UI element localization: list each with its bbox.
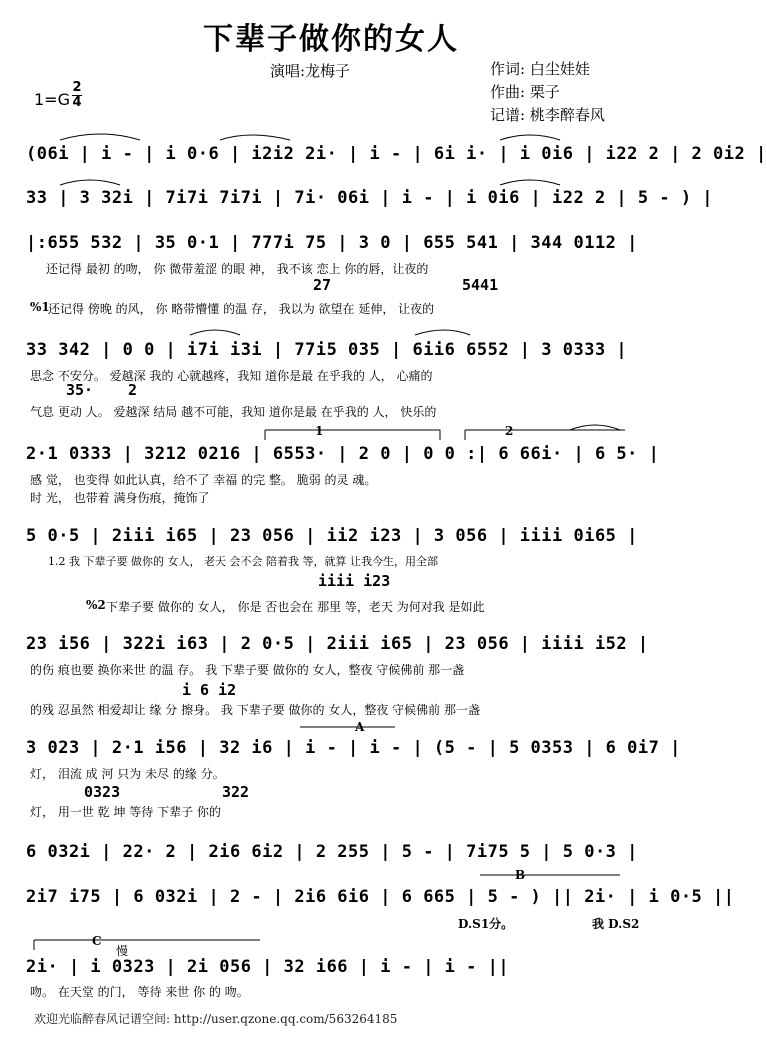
- singer-credit: 演唱:龙梅子: [270, 62, 351, 80]
- alt-note-1: 27: [313, 276, 332, 294]
- ds1-mark: D.S1分。: [458, 917, 514, 931]
- score-line-8: 3 023 | 2·1 i56 | 32 i6 | i - | i - | (5 - | 5 0353 | 6 0i7 |: [26, 738, 681, 758]
- lyric-verse-1b: 还记得 傍晚 的风， 你 略带懵懂 的温 存， 我以为 欲望在 延伸， 让夜的: [48, 302, 435, 316]
- alt-note-7: 0323: [84, 783, 121, 801]
- time-signature-top: 2: [72, 80, 82, 95]
- lyric-verse-5b: 的残 忍虽然 相爱却让 缘 分 擦身。 我 下辈子要 做你的 女人，整夜 守候佛前 那一盏: [30, 703, 480, 717]
- lyric-verse-4a: 1.2 我 下辈子要 做你的 女人， 老天 会不会 陪着我 等，就算 让我今生，用全部: [48, 555, 438, 568]
- segment-c-label: C: [92, 934, 102, 948]
- lyric-verse-3b: 时 光， 也带着 满身伤痕，掩饰了: [30, 491, 210, 505]
- score-line-3: |:655 532 | 35 0·1 | 777i 75 | 3 0 | 655 541 | 344 0112 |: [26, 233, 638, 253]
- tempo-slow-mark: 慢: [116, 944, 129, 958]
- time-signature-bottom: 4: [72, 95, 82, 110]
- footer-link: 欢迎光临醉春风记谱空间: http://user.qzone.qq.com/563264185: [34, 1012, 398, 1026]
- score-line-7: 23 i56 | 322i i63 | 2 0·5 | 2iii i65 | 23 056 | iiii i52 |: [26, 634, 649, 654]
- lyric-verse-2a: 思念 不安分。 爱越深 我的 心就越疼，我知 道你是最 在乎我的 人， 心痛的: [30, 369, 433, 383]
- lyric-verse-2b: 气息 更动 人。 爱越深 结局 越不可能，我知 道你是最 在乎我的 人， 快乐的: [30, 405, 437, 419]
- segment-b-label: B: [515, 868, 526, 882]
- lyric-verse-6a: 灯， 泪流 成 河 只为 未尽 的缘 分。: [30, 767, 225, 781]
- segment-a-label: A: [355, 720, 365, 734]
- segno-2: %2: [86, 598, 106, 612]
- alt-note-3: 35·: [66, 381, 94, 399]
- alt-note-5: iiii i23: [318, 572, 391, 590]
- lyric-verse-7: 吻。 在天堂 的门， 等待 来世 你 的 吻。: [30, 985, 249, 999]
- lyric-verse-1a: 还记得 最初 的吻， 你 微带羞涩 的眼 神， 我不该 恋上 你的唇，让夜的: [46, 262, 429, 276]
- alt-note-2: 5441: [462, 276, 499, 294]
- alt-note-4: 2: [128, 381, 138, 399]
- score-line-2: 33 | 3 32i | 7i7i 7i7i | 7i· 06i | i - | i 0i6 | i22 2 | 5 - ) |: [26, 188, 714, 208]
- alt-note-8: 322: [222, 783, 250, 801]
- lyricist-credit: 作词: 白尘娃娃: [490, 60, 590, 78]
- score-line-9: 6 032i | 22· 2 | 2i6 6i2 | 2 255 | 5 - | 7i75 5 | 5 0·3 |: [26, 842, 638, 862]
- ending-1-label: 1: [315, 424, 324, 438]
- ending-2-label: 2: [505, 424, 514, 438]
- lyric-verse-3a: 感 觉， 也变得 如此认真，给不了 幸福 的完 整。 脆弱 的灵 魂。: [30, 473, 377, 487]
- score-line-5: 2·1 0333 | 3212 0216 | 6553· | 2 0 | 0 0 :| 6 66i· | 6 5· |: [26, 444, 660, 464]
- score-line-10: 2i7 i75 | 6 032i | 2 - | 2i6 6i6 | 6 665 | 5 - ) || 2i· | i 0·5 ||: [26, 887, 735, 907]
- score-line-6: 5 0·5 | 2iii i65 | 23 056 | ii2 i23 | 3 056 | iiii 0i65 |: [26, 526, 638, 546]
- score-line-1: (06i | i - | i 0·6 | i2i2 2i· | i - | 6i i· | i 0i6 | i22 2 | 2 0i2 |: [26, 144, 767, 164]
- segno-1: %1: [30, 300, 50, 314]
- transcriber-credit: 记谱: 桃李醉春风: [490, 106, 605, 124]
- composer-credit: 作曲: 栗子: [490, 83, 560, 101]
- lyric-verse-5a: 的伤 痕也要 换你来世 的温 存。 我 下辈子要 做你的 女人，整夜 守候佛前 那一盏: [30, 663, 465, 677]
- alt-note-6: i 6 i2: [182, 681, 237, 699]
- lyric-verse-6b: 灯， 用一世 乾 坤 等待 下辈子 你的: [30, 805, 221, 819]
- lyric-verse-4b: 下辈子要 做你的 女人， 你是 否也会在 那里 等，老天 为何对我 是如此: [106, 600, 485, 614]
- score-line-4: 33 342 | 0 0 | i7i i3i | 77i5 035 | 6ii6 6552 | 3 0333 |: [26, 340, 628, 360]
- key-signature: 1=G: [34, 90, 70, 109]
- score-line-11: 2i· | i 0323 | 2i 056 | 32 i66 | i - | i - ||: [26, 957, 510, 977]
- song-title: 下辈子做你的女人: [203, 22, 459, 57]
- ds2-mark: 我 D.S2: [592, 917, 640, 931]
